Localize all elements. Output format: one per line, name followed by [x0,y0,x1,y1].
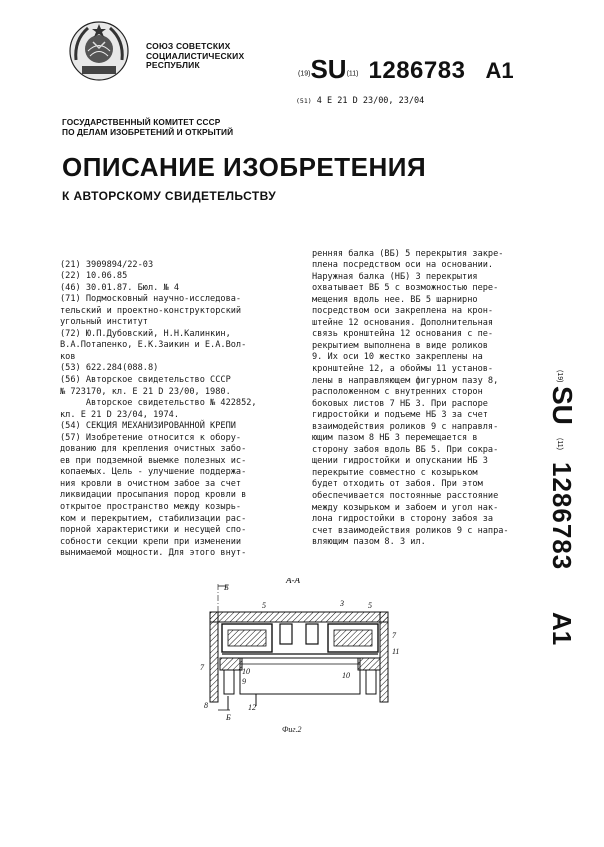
text-line: 9. Их оси 10 жестко закреплены на [312,352,483,363]
text-line: ренняя балка (ВБ) 5 перекрытия закре- [312,248,504,259]
margin-country: SU [547,386,578,425]
text-line: угольный институт [60,317,148,328]
committee-name: ГОСУДАРСТВЕННЫЙ КОМИТЕТ СССР ПО ДЕЛАМ ИЗОБРЕТЕНИЙ И ОТКРЫТИЙ [62,117,234,137]
text-line: ющим пазом 8 НБ 3 перемещается в [312,433,478,444]
margin-code-11: (11) [556,438,563,450]
text-line: связь кронштейна 12 основания с пе- [312,329,494,340]
patent-number: 1286783 [368,57,466,84]
text-line: сторону забоя вдоль ВБ 5. При сокра- [312,444,499,455]
label-9: 9 [242,677,246,686]
text-line: (46) 30.01.87. Бюл. № 4 [60,282,179,293]
country-code: SU [310,54,347,84]
text-line: порной характеристики и несущей спо- [60,525,247,536]
text-line: тельский и проектно-конструкторский [60,305,242,316]
text-line: Авторское свидетельство № 422852, [60,398,257,409]
text-line: штейне 12 основания. Дополнительная [312,317,494,328]
margin-patent-number [538,350,588,680]
label-12: 12 [248,703,256,712]
cut-label-bottom: Б [226,713,231,722]
text-line: расположенном с внутренних сторон [312,387,483,398]
text-line: щении гидростойки и опускании НБ 3 [312,456,488,467]
text-line: ком и перекрытием, стабилизации рас- [60,513,247,524]
publication-number: (19)SU(11) 1286783 A1 [298,54,514,84]
margin-number: 1286783 [547,462,577,571]
text-line: гидростойки и подъеме НБ 3 за счет [312,410,488,421]
document-subtitle: К АВТОРСКОМУ СВИДЕТЕЛЬСТВУ [62,189,277,203]
text-line: ния кровли в очистном забое за счет [60,478,242,489]
text-line: (54) СЕКЦИЯ МЕХАНИЗИРОВАННОЙ КРЕПИ [60,421,236,432]
margin-kind: A1 [547,612,577,646]
text-line: (71) Подмосковный научно-исследова- [60,294,242,305]
text-line: ков [60,351,76,362]
text-line: лены в направляющем фигурном пазу 8, [312,375,499,386]
abstract-column [312,237,509,560]
kind-code: A1 [485,58,514,83]
text-line: (53) 622.284(088.8) [60,363,159,374]
document-title: ОПИСАНИЕ ИЗОБРЕТЕНИЯ [62,152,427,182]
ussr-emblem-icon [68,20,130,82]
label-7-left: 7 [200,663,204,672]
label-5-left: 5 [262,601,266,610]
margin-code-19: (19) [556,370,563,383]
text-line: счет взаимодействия роликов 9 с напра- [312,525,509,536]
text-line: № 723170, кл. Е 21 D 23/00, 1980. [60,386,231,397]
label-3: 3 [340,599,344,608]
text-line: мещения вдоль нее. ВБ 5 шарнирно [312,294,478,305]
text-line: открытое пространство между козырь- [60,502,242,513]
text-line: боковых листов 7 НБ 3. При распоре [312,398,488,409]
text-line: охватывает ВБ 5 с возможностью пере- [312,283,499,294]
label-5-right: 5 [368,601,372,610]
text-line: кронштейне 12, а обоймы 11 установ- [312,364,494,375]
text-line: ликвидации просыпания пород кровли в [60,490,247,501]
label-10-right: 10 [342,671,350,680]
text-line: обеспечивается постоянные расстояние [312,491,499,502]
figure-caption: Фиг.2 [282,725,302,734]
cut-label-top: Б [224,583,229,592]
text-line: плена посредством оси на основании. [312,260,494,271]
text-line: лона гидростойки в сторону забоя за [312,514,494,525]
text-line: вляющим пазом 8. 3 ил. [312,537,426,548]
text-line: (22) 10.06.85 [60,271,128,282]
section-label: А-А [286,578,300,585]
bibliographic-column [60,248,257,571]
text-line: вынимаемой мощности. Для этого внут- [60,548,247,559]
text-line: (72) Ю.П.Дубовский, Н.Н.Калинкин, [60,328,231,339]
text-line: В.А.Потапенко, Е.К.Заикин и Е.А.Вол- [60,340,247,351]
text-line: между козырьком и забоем и угол нак- [312,502,499,513]
text-line: взаимодействия роликов 9 с направля- [312,421,499,432]
agency-name: СОЮЗ СОВЕТСКИХ СОЦИАЛИСТИЧЕСКИХ РЕСПУБЛИК [146,41,245,70]
text-line: (56) Авторское свидетельство СССР [60,375,231,386]
figure-2-drawing [200,578,400,738]
text-line: (57) Изобретение относится к обору- [60,432,242,443]
text-line: ев при подземной выемке полезных ис- [60,455,247,466]
label-7-right: 7 [392,631,396,640]
label-8: 8 [204,701,208,710]
text-line: дованию для крепления очистных забо- [60,444,247,455]
label-11: 11 [392,647,400,656]
text-line: рекрытием выполнена в виде роликов [312,340,488,351]
text-line: перекрытие совместно с козырьком [312,467,478,478]
label-10-left: 10 [242,667,250,676]
text-line: (21) 3909894/22-03 [60,259,154,270]
text-line: копаемых. Цель - улучшение поддержа- [60,467,247,478]
text-line: кл. Е 21 D 23/04, 1974. [60,409,179,420]
text-line: Наружная балка (НБ) 3 перекрытия [312,271,478,282]
text-line: посредством оси закреплена на крон- [312,306,494,317]
text-line: собности секции крепи при изменении [60,536,242,547]
text-line: будет отходить от забоя. При этом [312,479,483,490]
ipc-classification: (51) 4 E 21 D 23/00, 23/04 [296,96,425,106]
